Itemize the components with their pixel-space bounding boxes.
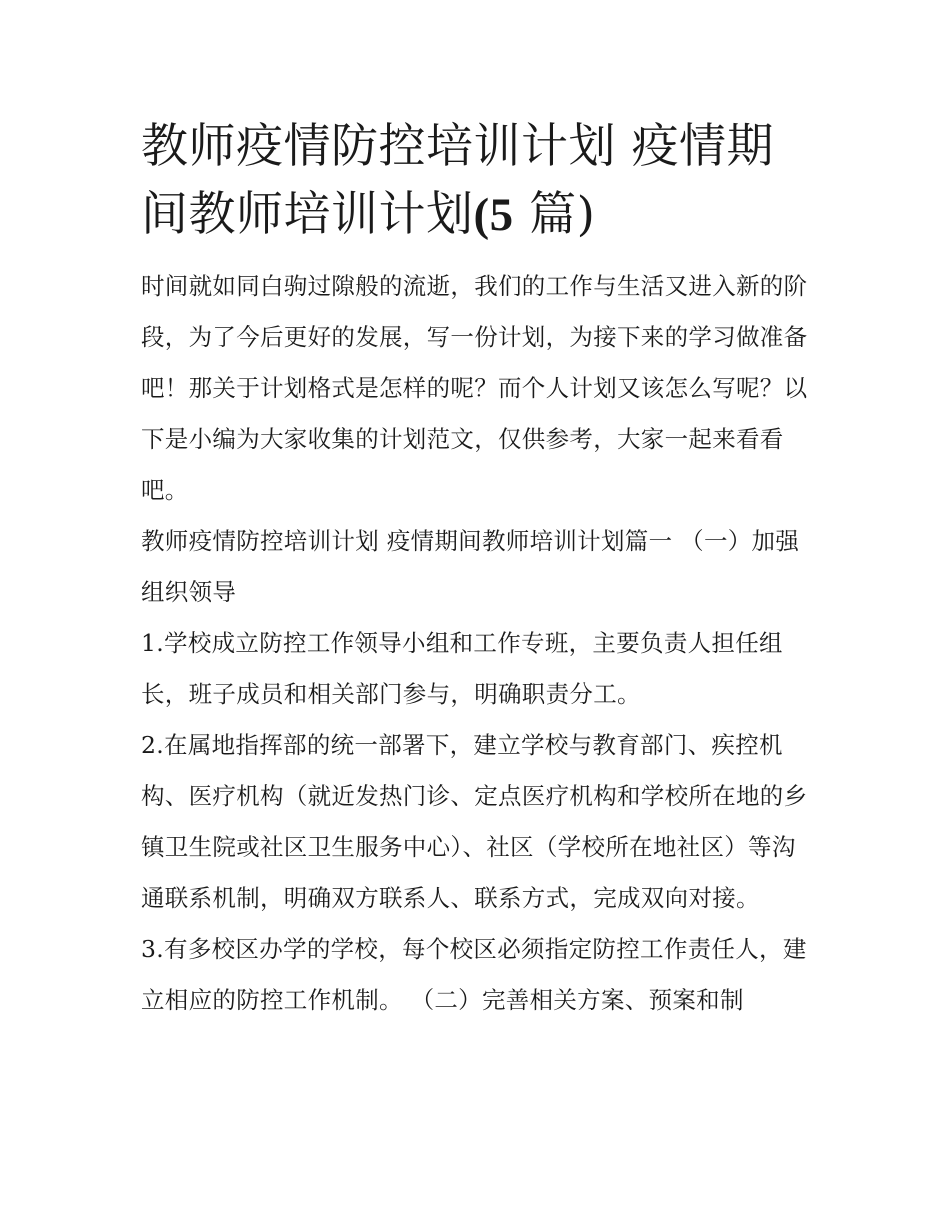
paragraph-section-heading: 教师疫情防控培训计划 疫情期间教师培训计划篇一 （一）加强组织领导 [141, 527, 800, 606]
title-count: (5 [473, 189, 514, 241]
paragraph-item-2: 2.在属地指挥部的统一部署下，建立学校与教育部门、疾控机构、医疗机构（就近发热门诊、定点医疗机构和学校所在地的乡镇卫生院或社区卫生服务中心）、社区（学校所在地社区）等沟通联系机制，明确双方联系人、联系方式，完成双向对接。 [141, 731, 808, 912]
paragraph-intro: 时间就如同白驹过隙般的流逝，我们的工作与生活又进入新的阶段，为了今后更好的发展，写一份计划，为接下来的学习做准备吧！那关于计划格式是怎样的呢？而个人计划又该怎么写呢？以下是小编为大家收集的计划范文，仅供参考，大家一起来看看吧。 [141, 272, 808, 504]
title-suffix: 篇) [513, 187, 596, 242]
document-title [141, 113, 821, 249]
document-body [141, 261, 813, 1026]
title-text: 教师疫情防控培训计划 疫情期间教师培训计划 [141, 119, 774, 242]
document-page [141, 113, 813, 1026]
paragraph-item-1: 1.学校成立防控工作领导小组和工作专班，主要负责人担任组长，班子成员和相关部门参与，明确职责分工。 [141, 629, 783, 708]
paragraph-item-3: 3.有多校区办学的学校，每个校区必须指定防控工作责任人，建立相应的防控工作机制。 （二）完善相关方案、预案和制 [141, 935, 807, 1014]
